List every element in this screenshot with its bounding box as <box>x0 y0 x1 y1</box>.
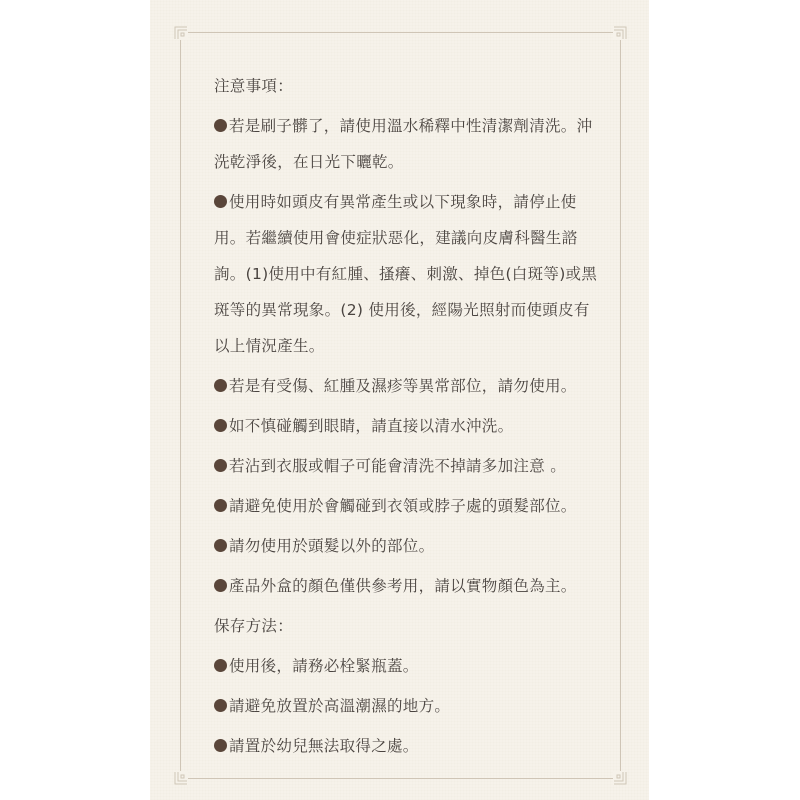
notice-item <box>214 488 604 524</box>
storage-item <box>214 688 604 724</box>
bullet-icon <box>214 499 227 512</box>
storage-heading: 保存方法： <box>214 617 294 635</box>
bullet-icon <box>214 699 227 712</box>
notice-item-text: 若是有受傷、紅腫及濕疹等異常部位，請勿使用。 <box>229 377 577 395</box>
bullet-icon <box>214 459 227 472</box>
corner-ornament-icon <box>174 771 188 785</box>
bullet-icon <box>214 539 227 552</box>
notice-item-text: 請避免使用於會觸碰到衣領或脖子處的頭髮部位。 <box>229 497 577 515</box>
notice-heading: 注意事項： <box>214 77 294 95</box>
corner-ornament-icon <box>613 26 627 40</box>
notice-item-text: 若是刷子髒了，請使用溫水稀釋中性清潔劑清洗。沖洗乾淨後，在日光下曬乾。 <box>214 117 593 171</box>
notice-item <box>214 448 604 484</box>
notice-item <box>214 408 604 444</box>
storage-item-text: 請置於幼兒無法取得之處。 <box>229 737 419 755</box>
bullet-icon <box>214 119 227 132</box>
bullet-icon <box>214 659 227 672</box>
instructions-content <box>214 68 604 768</box>
notice-item-text: 如不慎碰觸到眼睛，請直接以清水沖洗。 <box>229 417 514 435</box>
storage-item <box>214 728 604 764</box>
notice-item-text: 請勿使用於頭髮以外的部位。 <box>229 537 435 555</box>
bullet-icon <box>214 195 227 208</box>
notice-item-text: 使用時如頭皮有異常產生或以下現象時，請停止使用。若繼續使用會使症狀惡化，建議向皮膚科醫生諮詢。(1)使用中有紅腫、搔癢、刺激、掉色(白斑等)或黑斑等的異常現象。(2) 使用後，經陽光照射而使頭皮有以上情況產生。 <box>214 193 598 355</box>
bullet-icon <box>214 419 227 432</box>
bullet-icon <box>214 379 227 392</box>
notice-item-text: 若沾到衣服或帽子可能會清洗不掉請多加注意 。 <box>229 457 567 475</box>
notice-item <box>214 568 604 604</box>
notice-item <box>214 108 604 180</box>
notice-item-text: 產品外盒的顏色僅供參考用，請以實物顏色為主。 <box>229 577 577 595</box>
corner-ornament-icon <box>613 771 627 785</box>
notice-item <box>214 528 604 564</box>
notice-item <box>214 184 604 364</box>
storage-item <box>214 648 604 684</box>
bullet-icon <box>214 579 227 592</box>
corner-ornament-icon <box>174 26 188 40</box>
notice-item <box>214 368 604 404</box>
storage-item-text: 請避免放置於高溫潮濕的地方。 <box>229 697 451 715</box>
bullet-icon <box>214 739 227 752</box>
storage-item-text: 使用後，請務必栓緊瓶蓋。 <box>229 657 419 675</box>
